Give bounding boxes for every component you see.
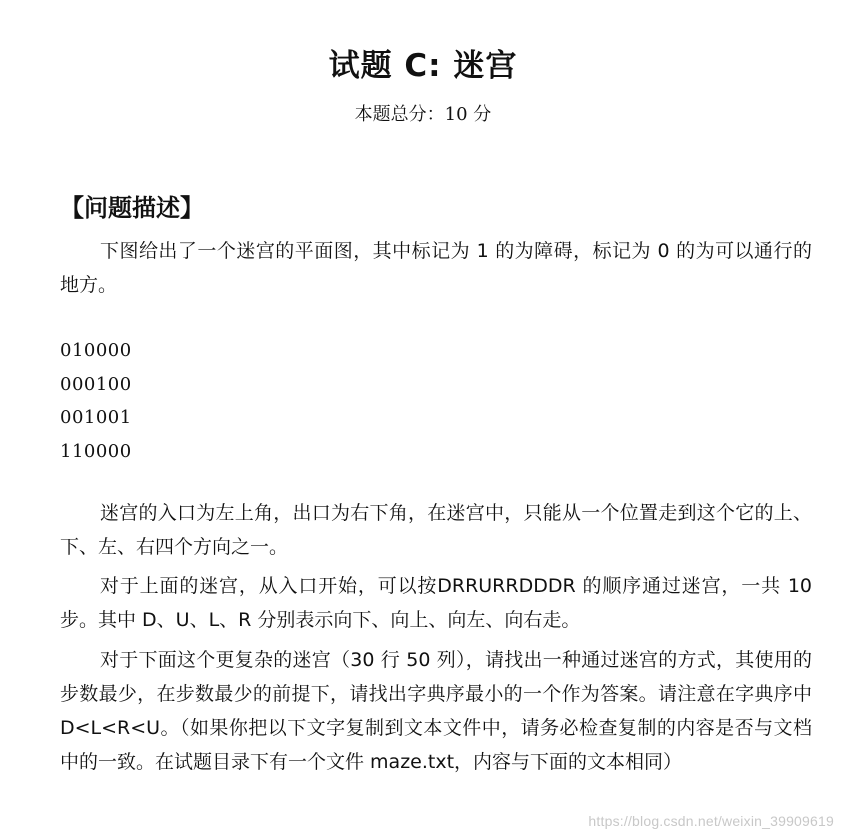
task-paragraph: 对于下面这个更复杂的迷宫（30 行 50 列），请找出一种通过迷宫的方式，其使用的步数最少，在步数最少的前提下，请找出字典序最小的一个作为答案。请注意在字典序中D<L<R<U。（如果你把以下文字复制到文本文件中，请务必检查复制的内容是否与文档中的一致。在试题目录下有一个文件 maze.txt，内容与下面的文本相同） (60, 649, 812, 773)
entry-exit-paragraph: 迷宫的入口为左上角，出口为右下角，在迷宫中，只能从一个位置走到这个它的上、下、左、右四个方向之一。 (60, 502, 812, 558)
score-subtitle: 本题总分：10 分 (354, 104, 492, 125)
section-heading: 【问题描述】 (60, 194, 204, 222)
maze-row: 000100 (60, 373, 132, 395)
maze-example (60, 334, 132, 468)
page-title: 试题 C: 迷宫 (328, 48, 518, 84)
example-paragraph: 对于上面的迷宫，从入口开始，可以按DRRURRDDDR 的顺序通过迷宫，一共 10 步。其中 D、U、L、R 分别表示向下、向上、向左、向右走。 (60, 575, 812, 631)
watermark: https://blog.csdn.net/weixin_39909619 (588, 813, 834, 829)
intro-paragraph: 下图给出了一个迷宫的平面图，其中标记为 1 的为障碍，标记为 0 的为可以通行的地方。 (60, 240, 812, 296)
maze-row: 110000 (60, 440, 132, 462)
maze-row: 001001 (60, 407, 132, 428)
maze-row: 010000 (60, 340, 132, 361)
